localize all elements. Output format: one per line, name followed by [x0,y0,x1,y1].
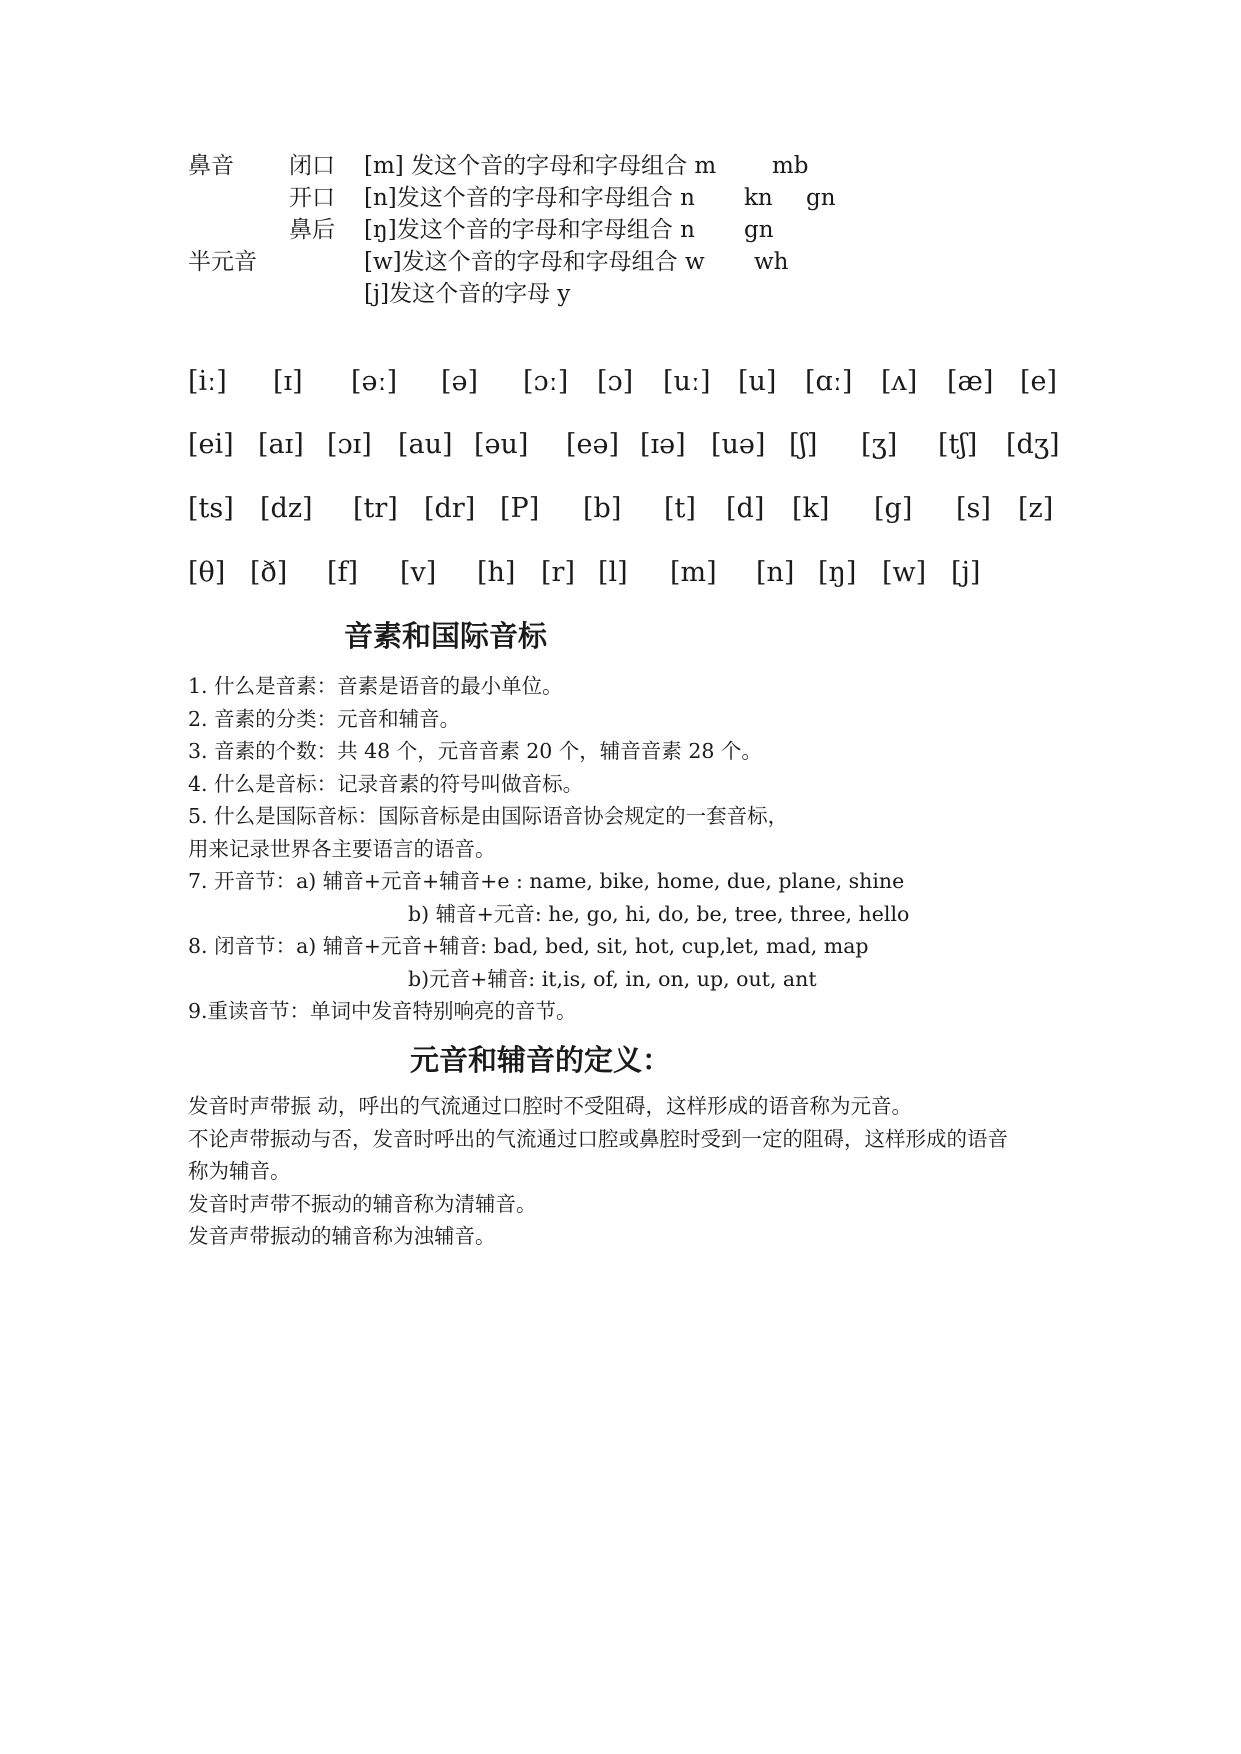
nasal-semivowel-block [188,150,1088,310]
symbol-row-4 [0,553,1241,593]
phonetic-symbol: [u] [738,366,777,397]
phonetic-symbol: [z] [1018,493,1054,524]
nasal-description: [n]发这个音的字母和字母组合 n [364,185,695,211]
phonetic-symbol: [v] [400,557,437,588]
symbol-row-2 [0,425,1241,465]
phonetic-symbol: [g] [874,493,913,524]
nasal-subcategory: 闭口 [289,153,335,179]
paragraph-line: 不论声带振动与否，发音时呼出的气流通过口腔或鼻腔时受到一定的阻碍，这样形成的语音 [188,1126,1008,1151]
phonetic-symbol: [ð] [250,557,288,588]
phonetic-symbol: [ɪ] [273,366,303,397]
nasal-category: 鼻音 [188,153,234,179]
list-item: 7. 开音节：a) 辅音+元音+辅音+e : name, bike, home, due, plane, shine [188,869,905,893]
phonetic-symbol: [uː] [663,366,711,397]
nasal-description: [ŋ]发这个音的字母和字母组合 n [364,217,695,243]
phonetic-symbol: [h] [477,557,516,588]
phonetic-symbol: [au] [398,429,453,460]
phonetic-symbol: [dz] [260,493,313,524]
phonetic-symbol: [θ] [188,557,226,588]
phonetic-symbol: [l] [598,557,628,588]
list-item: 3. 音素的个数：共 48 个，元音音素 20 个，辅音音素 28 个。 [188,739,762,763]
nasal-example: gn [806,185,836,211]
semivowel-row [188,278,1088,310]
list-item: 用来记录世界各主要语言的语音。 [188,836,496,861]
phonetic-symbol: [k] [792,493,830,524]
phonetic-symbol: [P] [500,493,540,524]
phonetic-symbol: [b] [583,493,622,524]
phonetic-symbol: [ts] [188,493,234,524]
phonetic-symbol: [n] [756,557,795,588]
paragraph-line: 发音时声带不振动的辅音称为清辅音。 [188,1191,537,1216]
phoneme-list [188,670,1088,1028]
phonetic-symbol: [w] [882,557,927,588]
phonetic-symbol: [ʒ] [861,429,898,460]
phonetic-symbol: [uə] [711,429,766,460]
phonetic-symbol: [r] [541,557,575,588]
phonetic-symbol: [əː] [351,366,398,397]
list-item: 8. 闭音节：a) 辅音+元音+辅音: bad, bed, sit, hot, cup,let, mad, map [188,934,869,958]
semivowel-example: wh [754,249,789,275]
phonetic-symbol: [əu] [474,429,529,460]
symbol-row-1 [0,362,1241,402]
phonetic-symbol: [dʒ] [1006,429,1060,460]
phonetic-symbol: [aɪ] [258,429,304,460]
phonetic-symbol: [tʃ] [938,429,978,460]
section-title-phonemes: 音素和国际音标 [344,619,548,653]
phonetic-symbol: [s] [956,493,991,524]
list-item: 1. 什么是音素：音素是语音的最小单位。 [188,674,563,698]
list-item: 2. 音素的分类：元音和辅音。 [188,706,461,731]
nasal-row [188,182,1088,214]
symbol-row-3 [0,489,1241,529]
phonetic-symbol: [eə] [566,429,620,460]
semivowel-category: 半元音 [188,249,257,275]
phonetic-symbol: [e] [1020,366,1058,397]
phonetic-symbol: [ɑː] [805,366,853,397]
phonetic-symbol: [ɔː] [523,366,569,397]
list-item: b)元音+辅音: it,is, of, in, on, up, out, ant [408,966,817,991]
phonetic-symbol: [æ] [947,366,994,397]
phonetic-symbol: [dr] [424,493,476,524]
phonetic-symbol: [ei] [188,429,234,460]
phonetic-symbol: [ɔɪ] [327,429,372,460]
list-item: 4. 什么是音标：记录音素的符号叫做音标。 [188,771,584,796]
phonetic-symbol: [ʌ] [881,366,918,397]
nasal-subcategory: 开口 [289,185,335,211]
phonetic-symbol: [d] [726,493,765,524]
phonetic-symbol: [f] [327,557,359,588]
nasal-description: [m] 发这个音的字母和字母组合 m [364,153,717,179]
phonetic-symbol: [t] [664,493,696,524]
phonetic-symbol: [ʃ] [789,429,818,460]
nasal-row [188,150,1088,182]
phonetic-symbol: [ŋ] [818,557,857,588]
list-item: 9.重读音节：单词中发音特别响亮的音节。 [188,999,577,1023]
paragraph-line: 称为辅音。 [188,1159,291,1183]
phonetic-symbol: [m] [670,557,717,588]
phonetic-symbol: [ə] [441,366,479,397]
phonetic-symbol: [tr] [353,493,398,524]
semivowel-description: [j]发这个音的字母 y [364,281,571,307]
paragraph-line: 发音时声带振 动，呼出的气流通过口腔时不受阻碍，这样形成的语音称为元音。 [188,1094,913,1118]
nasal-example: mb [772,153,809,179]
nasal-subcategory: 鼻后 [289,217,335,243]
phonetic-symbol: [ɔ] [597,366,634,397]
section-title-vowels-consonants: 元音和辅音的定义： [410,1043,672,1077]
nasal-example: kn [744,185,773,211]
nasal-example: gn [744,217,774,243]
list-item: 5. 什么是国际音标：国际音标是由国际语音协会规定的一套音标， [188,804,789,828]
semivowel-row [188,246,1088,278]
semivowel-description: [w]发这个音的字母和字母组合 w [364,249,705,275]
phonetic-symbol: [j] [951,557,981,588]
paragraph-line: 发音声带振动的辅音称为浊辅音。 [188,1224,496,1248]
phonetic-symbol: [iː] [188,366,227,397]
definition-paragraph [188,1090,1068,1253]
list-item: b) 辅音+元音: he, go, hi, do, be, tree, three, hello [408,901,910,926]
nasal-row [188,214,1088,246]
phonetic-symbol: [ɪə] [640,429,686,460]
